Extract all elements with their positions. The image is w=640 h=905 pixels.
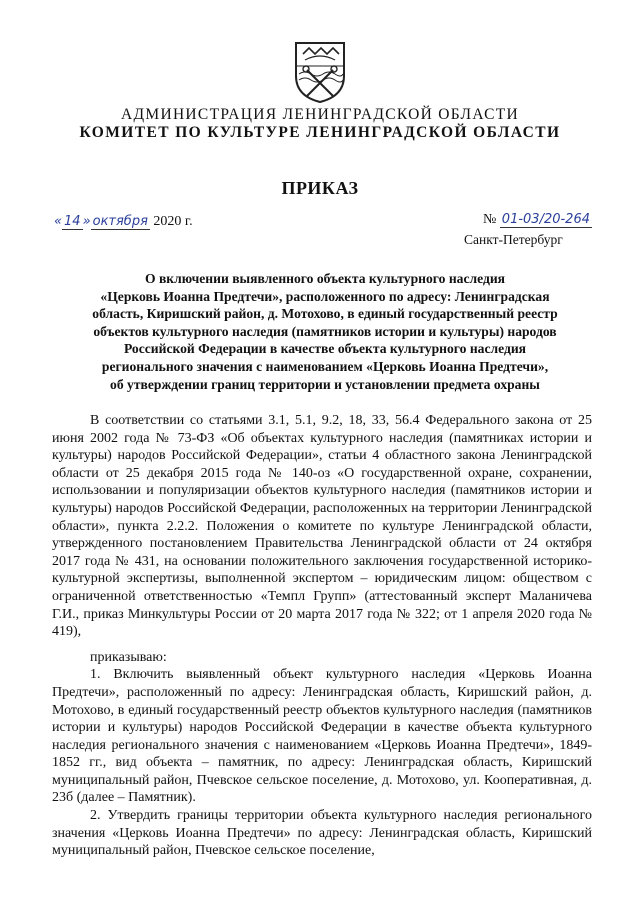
order-word: приказываю: xyxy=(90,649,167,665)
order-date xyxy=(54,214,193,230)
subject-line: об утверждении границ территории и установлении предмета охраны xyxy=(110,376,540,392)
subject-line: объектов культурного наследия (памятников истории и культуры) народов xyxy=(93,323,557,339)
organization-line-1: АДМИНИСТРАЦИЯ ЛЕНИНГРАДСКОЙ ОБЛАСТИ xyxy=(121,106,519,123)
order-city: Санкт-Петербург xyxy=(464,232,563,247)
number-value: 01-03/20-264 xyxy=(501,212,590,227)
order-item-1: 1. Включить выявленный объект культурного наследия «Церковь Иоанна Предтечи», расположенный по адресу: Ленинградская область, Киришский район, д. Мотохово, в единый государственный реестр объектов культурного наследия (памятников истории и культуры) народов Российской Федерации в качестве объекта культурного наследия регионального значения с наименованием «Церковь Иоанна Предтечи», 1849-1852 гг., вид объекта – памятник, по адресу: Ленинградская область, Киришский муниципальный район, Пчевское сельское поселение, д. Мотохово, ул. Кооперативная, д. 23б (далее – Памятник). xyxy=(52,667,592,806)
date-month: октября xyxy=(92,214,148,229)
subject-line: Российской Федерации в качестве объекта культурного наследия xyxy=(123,341,527,357)
subject-line: О включении выявленного объекта культурного наследия xyxy=(144,271,506,286)
subject-line: область, Киришский район, д. Мотохово, в единый государственный реестр xyxy=(92,306,558,322)
coat-of-arms-icon xyxy=(293,40,347,104)
organization-line-2: КОМИТЕТ ПО КУЛЬТУРЕ ЛЕНИНГРАДСКОЙ ОБЛАСТИ xyxy=(79,124,561,141)
order-subject xyxy=(60,270,590,393)
subject-line: «Церковь Иоанна Предтечи», расположенного по адресу: Ленинградская xyxy=(100,288,550,304)
date-year: 2020 г. xyxy=(149,214,193,229)
subject-line: регионального значения с наименованием «Церковь Иоанна Предтечи», xyxy=(101,358,549,374)
date-close-quote: » xyxy=(82,214,91,229)
order-item-2: 2. Утвердить границы территории объекта культурного наследия регионального значения «Церковь Иоанна Предтечи» по адресу: Ленинградская область, Киришский муниципальный район, Пчевское сельское поселение, xyxy=(52,808,592,859)
order-number xyxy=(483,212,592,228)
date-day: 14 xyxy=(64,214,81,229)
order-body xyxy=(52,412,592,860)
number-prefix: № xyxy=(482,212,500,227)
preamble-paragraph: В соответствии со статьями 3.1, 5.1, 9.2, 18, 33, 56.4 Федерального закона от 25 июня 2002 года № 73-ФЗ «Об объектах культурного наследия (памятниках истории и культуры) народов Российской Федерации», статьи 4 областного закона Ленинградской области от 25 декабря 2015 года № 140-оз «О государственной охране, сохранении, использовании и популяризации объектов культурного наследия (памятников истории и культуры) народов Российской Федерации, расположенных на территории Ленинградской области», пункта 2.2.2. Положения о комитете по культуре Ленинградской области, утвержденного постановлением Правительства Ленинградской области от 24 октября 2017 года № 431, на основании положительного заключения государственной историко-культурной экспертизы, выполненной экспертом – юридическим лицом: обществом с ограниченной ответственностью «Темпл Групп» (аттестованный эксперт Маланичева Г.И., приказ Минкультуры России от 20 марта 2017 года № 322; от 1 апреля 2020 года № 419), xyxy=(52,413,592,640)
document-type-title: ПРИКАЗ xyxy=(281,178,359,198)
date-open-quote: « xyxy=(54,214,63,229)
